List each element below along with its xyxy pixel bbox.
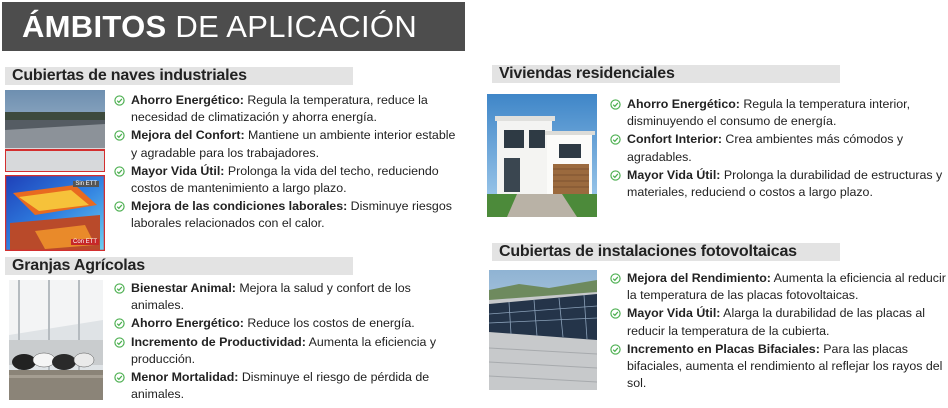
list-item: Menor Mortalidad: Disminuye el riesgo de pérdida de animales. xyxy=(114,369,464,403)
check-circle-icon xyxy=(610,308,621,319)
check-circle-icon xyxy=(114,372,125,383)
list-naves xyxy=(114,92,464,234)
list-item: Mejora del Confort: Mantiene un ambiente interior estable y agradable para los trabajadores. xyxy=(114,127,464,161)
check-circle-icon xyxy=(114,166,125,177)
check-circle-icon xyxy=(114,95,125,106)
house-photo xyxy=(487,94,597,217)
industrial-roof-photo xyxy=(5,90,105,172)
list-item: Incremento en Placas Bifaciales: Para las placas bifaciales, aumenta el rendimiento al reflejar los rayos del sol. xyxy=(610,341,946,393)
thermal-image xyxy=(5,175,105,251)
check-circle-icon xyxy=(114,337,125,348)
farm-barn-photo xyxy=(9,280,103,400)
list-item: Ahorro Energético: Regula la temperatura interior, disminuyendo el consumo de energía. xyxy=(610,96,946,130)
list-item: Ahorro Energético: Reduce los costos de energía. xyxy=(114,315,464,332)
check-circle-icon xyxy=(114,283,125,294)
check-circle-icon xyxy=(610,344,621,355)
section-title-naves: Cubiertas de naves industriales xyxy=(5,67,353,85)
list-item: Mayor Vida Útil: Prolonga la vida del techo, reduciendo costos de mantenimiento a largo plazo. xyxy=(114,163,464,197)
thermal-label-without: Sin ETT xyxy=(75,181,97,187)
check-circle-icon xyxy=(610,273,621,284)
section-title-viviendas: Viviendas residenciales xyxy=(492,65,840,83)
list-item: Ahorro Energético: Regula la temperatura, reduce la necesidad de climatización y ahorra energía. xyxy=(114,92,464,126)
list-item: Confort Interior: Crea ambientes más cómodos y agradables. xyxy=(610,131,946,165)
check-circle-icon xyxy=(114,318,125,329)
thermal-label-with: Con ETT xyxy=(72,239,97,245)
check-circle-icon xyxy=(610,99,621,110)
check-circle-icon xyxy=(114,130,125,141)
list-viviendas xyxy=(610,96,946,202)
list-granjas xyxy=(114,280,464,404)
list-item: Mejora de las condiciones laborales: Disminuye riesgos laborales relacionados con el calor. xyxy=(114,198,464,232)
list-item: Mayor Vida Útil: Alarga la durabilidad de las placas al reducir la temperatura de la cubierta. xyxy=(610,305,946,339)
list-item: Mayor Vida Útil: Prolonga la durabilidad de estructuras y materiales, reduciend o costos a largo plazo. xyxy=(610,167,946,201)
section-title-granjas: Granjas Agrícolas xyxy=(5,257,353,275)
check-circle-icon xyxy=(610,134,621,145)
page-title: ÁMBITOS DE APLICACIÓN xyxy=(2,2,465,51)
list-fotovoltaicas xyxy=(610,270,946,393)
list-item: Bienestar Animal: Mejora la salud y confort de los animales. xyxy=(114,280,464,314)
list-item: Mejora del Rendimiento: Aumenta la eficiencia al reducir la temperatura de las placas fotovoltaicas. xyxy=(610,270,946,304)
check-circle-icon xyxy=(114,201,125,212)
list-item: Incremento de Productividad: Aumenta la eficiencia y producción. xyxy=(114,334,464,368)
check-circle-icon xyxy=(610,170,621,181)
section-title-fotovoltaicas: Cubiertas de instalaciones fotovoltaicas xyxy=(492,243,840,261)
solar-roof-photo xyxy=(489,270,597,390)
